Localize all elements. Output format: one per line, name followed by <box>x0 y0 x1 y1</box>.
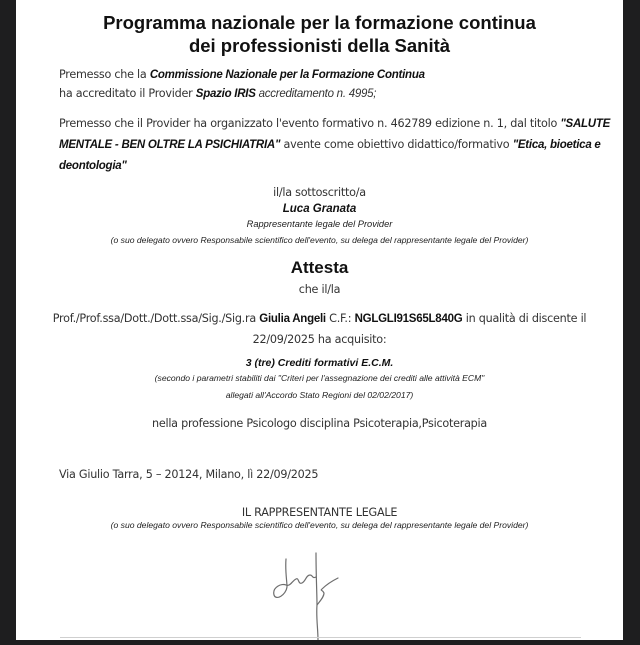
signatory-name: Luca Granata <box>282 203 357 215</box>
signature-line <box>60 637 581 638</box>
event-line-1: Premesso che il Provider ha organizzato l'evento formativo n. 462789 edizione n. 1, dal titolo "SALUTE <box>59 117 611 130</box>
participant-line-1: Prof./Prof.ssa/Dott./Dott.ssa/Sig./Sig.ra Giulia Angeli C.F.: NGLGLI91S65L840G in qualità di discente il <box>52 312 587 325</box>
premise-provider: ha accreditato il Provider Spazio IRIS accreditamento n. 4995; <box>59 87 377 100</box>
event-line-2: MENTALE - BEN OLTRE LA PSICHIATRIA" avente come obiettivo didattico/formativo "Etica, bioetica e <box>59 138 601 151</box>
document-title <box>16 11 623 57</box>
title-line-2: dei professionisti della Sanità <box>188 35 451 56</box>
signatory-role: Rappresentante legale del Provider <box>246 219 393 229</box>
accreditation-number: accreditamento n. 4995; <box>255 88 377 100</box>
attesta-subheading: che il/la <box>298 283 341 296</box>
credits-note-line-1: (secondo i parametri stabiliti dai "Criteri per l'assegnazione dei crediti alle attività ECM" <box>154 373 485 383</box>
signatory-intro: il/la sottoscritto/a <box>273 186 366 199</box>
commission-name: Commissione Nazionale per la Formazione Continua <box>149 69 425 81</box>
handwritten-signature <box>272 545 382 640</box>
event-title: MENTALE - BEN OLTRE LA PSICHIATRIA" <box>59 139 281 151</box>
provider-name: Spazio IRIS <box>195 88 256 100</box>
title-line-1: Programma nazionale per la formazione continua <box>103 12 536 33</box>
premise-commission: Premesso che la Commissione Nazionale per la Formazione Continua <box>59 68 425 81</box>
participant-fiscal-code: NGLGLI91S65L840G <box>354 313 463 325</box>
event-objective: "Etica, bioetica e <box>512 139 601 151</box>
place-date: Via Giulio Tarra, 5 – 20124, Milano, lì 22/09/2025 <box>59 468 319 481</box>
participant-name: Giulia Angeli <box>259 313 326 325</box>
attesta-heading: Attesta <box>290 258 349 277</box>
credits-note-line-2: allegati all'Accordo Stato Regioni del 02/02/2017) <box>225 390 414 400</box>
credits-title: 3 (tre) Crediti formativi E.C.M. <box>245 357 394 369</box>
profession-discipline: nella professione Psicologo disciplina Psicoterapia,Psicoterapia <box>151 417 488 430</box>
participant-line-2: 22/09/2025 ha acquisito: <box>252 333 387 346</box>
signatory-delegate-note: (o suo delegato ovvero Responsabile scientifico dell'evento, su delega del rappresentante legale del Provider) <box>110 235 529 245</box>
certificate-page <box>16 0 623 640</box>
footer-delegate-note: (o suo delegato ovvero Responsabile scientifico dell'evento, su delega del rappresentante legale del Provider) <box>110 520 529 530</box>
event-line-3: deontologia" <box>59 160 127 172</box>
footer-signatory-title: IL RAPPRESENTANTE LEGALE <box>241 506 398 519</box>
